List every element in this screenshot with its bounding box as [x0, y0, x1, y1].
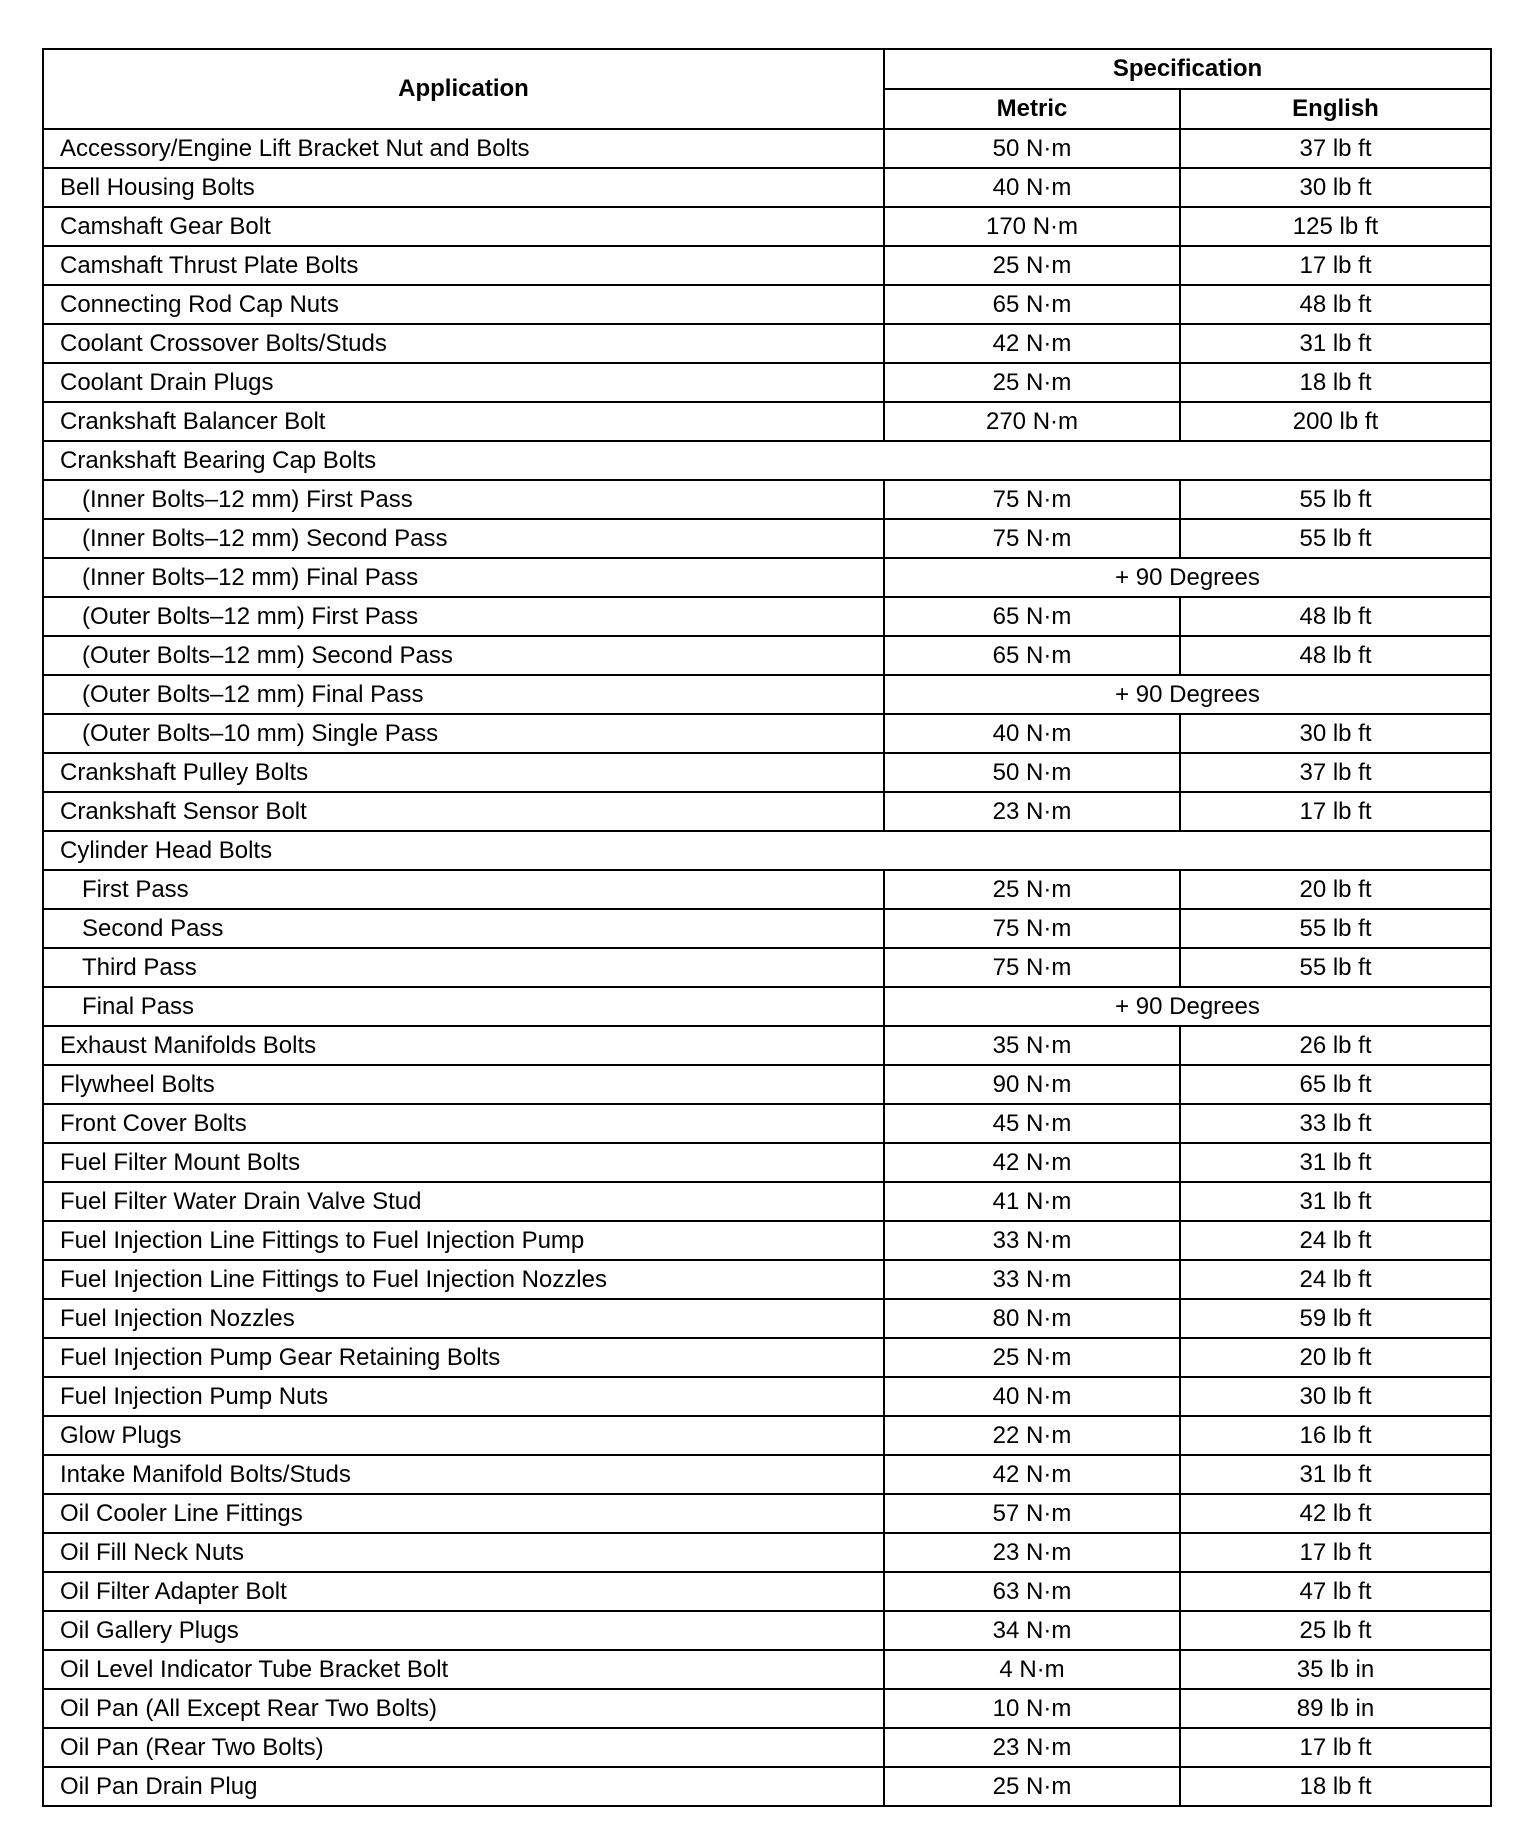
english-cell: 31 lb ft	[1180, 1455, 1491, 1494]
metric-cell: 23 N·m	[884, 792, 1180, 831]
table-row	[43, 1104, 1491, 1143]
table-header	[43, 49, 1491, 129]
table-section-row	[43, 831, 1491, 870]
english-cell: 42 lb ft	[1180, 1494, 1491, 1533]
table-row	[43, 558, 1491, 597]
english-cell: 47 lb ft	[1180, 1572, 1491, 1611]
application-cell: Fuel Injection Line Fittings to Fuel Injection Nozzles	[43, 1260, 884, 1299]
angle-spec-cell: + 90 Degrees	[884, 675, 1491, 714]
table-row	[43, 1416, 1491, 1455]
table-row	[43, 1377, 1491, 1416]
table-body	[43, 129, 1491, 1806]
table-row	[43, 1728, 1491, 1767]
table-row	[43, 987, 1491, 1026]
application-cell: (Outer Bolts–12 mm) Final Pass	[43, 675, 884, 714]
metric-cell: 35 N·m	[884, 1026, 1180, 1065]
metric-cell: 40 N·m	[884, 1377, 1180, 1416]
table-row	[43, 792, 1491, 831]
metric-cell: 45 N·m	[884, 1104, 1180, 1143]
english-cell: 37 lb ft	[1180, 129, 1491, 168]
english-cell: 20 lb ft	[1180, 870, 1491, 909]
table-row	[43, 1455, 1491, 1494]
application-cell: Connecting Rod Cap Nuts	[43, 285, 884, 324]
english-cell: 31 lb ft	[1180, 1182, 1491, 1221]
metric-cell: 270 N·m	[884, 402, 1180, 441]
table-row	[43, 1143, 1491, 1182]
english-cell: 16 lb ft	[1180, 1416, 1491, 1455]
english-cell: 17 lb ft	[1180, 1533, 1491, 1572]
application-cell: (Inner Bolts–12 mm) Final Pass	[43, 558, 884, 597]
application-cell: (Outer Bolts–10 mm) Single Pass	[43, 714, 884, 753]
english-cell: 20 lb ft	[1180, 1338, 1491, 1377]
application-cell: Fuel Filter Mount Bolts	[43, 1143, 884, 1182]
english-cell: 65 lb ft	[1180, 1065, 1491, 1104]
metric-cell: 25 N·m	[884, 363, 1180, 402]
english-cell: 17 lb ft	[1180, 792, 1491, 831]
metric-cell: 90 N·m	[884, 1065, 1180, 1104]
english-cell: 48 lb ft	[1180, 636, 1491, 675]
table-section-row	[43, 441, 1491, 480]
english-cell: 18 lb ft	[1180, 363, 1491, 402]
table-row	[43, 636, 1491, 675]
table-row	[43, 870, 1491, 909]
english-cell: 125 lb ft	[1180, 207, 1491, 246]
table-row	[43, 1494, 1491, 1533]
english-cell: 30 lb ft	[1180, 168, 1491, 207]
application-cell: Crankshaft Balancer Bolt	[43, 402, 884, 441]
table-row	[43, 675, 1491, 714]
application-cell: Intake Manifold Bolts/Studs	[43, 1455, 884, 1494]
angle-spec-cell: + 90 Degrees	[884, 987, 1491, 1026]
application-cell: Camshaft Gear Bolt	[43, 207, 884, 246]
application-cell: Oil Gallery Plugs	[43, 1611, 884, 1650]
metric-cell: 80 N·m	[884, 1299, 1180, 1338]
table-row	[43, 948, 1491, 987]
metric-cell: 41 N·m	[884, 1182, 1180, 1221]
english-cell: 30 lb ft	[1180, 1377, 1491, 1416]
table-row	[43, 1338, 1491, 1377]
metric-cell: 25 N·m	[884, 1767, 1180, 1806]
table-row	[43, 1767, 1491, 1806]
application-cell: Second Pass	[43, 909, 884, 948]
application-cell: Accessory/Engine Lift Bracket Nut and Bolts	[43, 129, 884, 168]
english-cell: 55 lb ft	[1180, 480, 1491, 519]
table-row	[43, 1026, 1491, 1065]
table-row	[43, 363, 1491, 402]
table-row	[43, 207, 1491, 246]
application-cell: Final Pass	[43, 987, 884, 1026]
english-column-header: English	[1180, 89, 1491, 129]
metric-cell: 65 N·m	[884, 597, 1180, 636]
english-cell: 48 lb ft	[1180, 285, 1491, 324]
application-cell: Camshaft Thrust Plate Bolts	[43, 246, 884, 285]
metric-cell: 33 N·m	[884, 1221, 1180, 1260]
application-cell: Flywheel Bolts	[43, 1065, 884, 1104]
english-cell: 30 lb ft	[1180, 714, 1491, 753]
metric-cell: 65 N·m	[884, 285, 1180, 324]
application-cell: Glow Plugs	[43, 1416, 884, 1455]
application-cell: Exhaust Manifolds Bolts	[43, 1026, 884, 1065]
application-cell: Coolant Crossover Bolts/Studs	[43, 324, 884, 363]
table-row	[43, 168, 1491, 207]
application-cell: First Pass	[43, 870, 884, 909]
metric-cell: 75 N·m	[884, 519, 1180, 558]
metric-cell: 42 N·m	[884, 1143, 1180, 1182]
table-row	[43, 324, 1491, 363]
english-cell: 25 lb ft	[1180, 1611, 1491, 1650]
table-row	[43, 246, 1491, 285]
metric-cell: 42 N·m	[884, 324, 1180, 363]
metric-cell: 40 N·m	[884, 168, 1180, 207]
application-cell: Oil Pan (All Except Rear Two Bolts)	[43, 1689, 884, 1728]
metric-cell: 25 N·m	[884, 1338, 1180, 1377]
metric-cell: 42 N·m	[884, 1455, 1180, 1494]
metric-cell: 23 N·m	[884, 1728, 1180, 1767]
english-cell: 24 lb ft	[1180, 1221, 1491, 1260]
metric-cell: 75 N·m	[884, 909, 1180, 948]
metric-cell: 22 N·m	[884, 1416, 1180, 1455]
english-cell: 26 lb ft	[1180, 1026, 1491, 1065]
english-cell: 59 lb ft	[1180, 1299, 1491, 1338]
application-cell: (Outer Bolts–12 mm) Second Pass	[43, 636, 884, 675]
angle-spec-cell: + 90 Degrees	[884, 558, 1491, 597]
table-row	[43, 129, 1491, 168]
english-cell: 35 lb in	[1180, 1650, 1491, 1689]
metric-cell: 34 N·m	[884, 1611, 1180, 1650]
application-cell: (Inner Bolts–12 mm) First Pass	[43, 480, 884, 519]
metric-cell: 50 N·m	[884, 129, 1180, 168]
metric-cell: 25 N·m	[884, 870, 1180, 909]
english-cell: 200 lb ft	[1180, 402, 1491, 441]
metric-cell: 75 N·m	[884, 948, 1180, 987]
table-row	[43, 1065, 1491, 1104]
application-cell: Oil Pan (Rear Two Bolts)	[43, 1728, 884, 1767]
table-row	[43, 1260, 1491, 1299]
table-row	[43, 1533, 1491, 1572]
metric-cell: 25 N·m	[884, 246, 1180, 285]
metric-cell: 23 N·m	[884, 1533, 1180, 1572]
english-cell: 24 lb ft	[1180, 1260, 1491, 1299]
application-cell: Oil Cooler Line Fittings	[43, 1494, 884, 1533]
application-cell: Fuel Filter Water Drain Valve Stud	[43, 1182, 884, 1221]
table-row	[43, 1572, 1491, 1611]
metric-cell: 57 N·m	[884, 1494, 1180, 1533]
table-row	[43, 1650, 1491, 1689]
application-cell: (Outer Bolts–12 mm) First Pass	[43, 597, 884, 636]
metric-cell: 50 N·m	[884, 753, 1180, 792]
table-row	[43, 1689, 1491, 1728]
english-cell: 55 lb ft	[1180, 948, 1491, 987]
table-row	[43, 909, 1491, 948]
application-cell: Fuel Injection Line Fittings to Fuel Injection Pump	[43, 1221, 884, 1260]
english-cell: 55 lb ft	[1180, 909, 1491, 948]
application-cell: Oil Pan Drain Plug	[43, 1767, 884, 1806]
table-row	[43, 1182, 1491, 1221]
application-cell: Front Cover Bolts	[43, 1104, 884, 1143]
metric-column-header: Metric	[884, 89, 1180, 129]
metric-cell: 4 N·m	[884, 1650, 1180, 1689]
table-row	[43, 1299, 1491, 1338]
metric-cell: 65 N·m	[884, 636, 1180, 675]
english-cell: 31 lb ft	[1180, 324, 1491, 363]
application-cell: Oil Filter Adapter Bolt	[43, 1572, 884, 1611]
application-cell: Crankshaft Sensor Bolt	[43, 792, 884, 831]
table-row	[43, 753, 1491, 792]
application-cell: Oil Fill Neck Nuts	[43, 1533, 884, 1572]
table-row	[43, 1221, 1491, 1260]
english-cell: 33 lb ft	[1180, 1104, 1491, 1143]
table-row	[43, 285, 1491, 324]
application-cell: Cylinder Head Bolts	[43, 831, 1491, 870]
application-column-header: Application	[43, 49, 884, 129]
table-row	[43, 480, 1491, 519]
table-row	[43, 597, 1491, 636]
metric-cell: 75 N·m	[884, 480, 1180, 519]
application-cell: Bell Housing Bolts	[43, 168, 884, 207]
english-cell: 17 lb ft	[1180, 1728, 1491, 1767]
application-cell: Fuel Injection Pump Nuts	[43, 1377, 884, 1416]
english-cell: 31 lb ft	[1180, 1143, 1491, 1182]
english-cell: 17 lb ft	[1180, 246, 1491, 285]
metric-cell: 170 N·m	[884, 207, 1180, 246]
metric-cell: 10 N·m	[884, 1689, 1180, 1728]
table-row	[43, 519, 1491, 558]
application-cell: Third Pass	[43, 948, 884, 987]
metric-cell: 40 N·m	[884, 714, 1180, 753]
english-cell: 55 lb ft	[1180, 519, 1491, 558]
english-cell: 48 lb ft	[1180, 597, 1491, 636]
application-cell: Crankshaft Pulley Bolts	[43, 753, 884, 792]
application-cell: Crankshaft Bearing Cap Bolts	[43, 441, 1491, 480]
torque-spec-table	[42, 48, 1492, 1807]
application-cell: (Inner Bolts–12 mm) Second Pass	[43, 519, 884, 558]
table-row	[43, 714, 1491, 753]
table-row	[43, 1611, 1491, 1650]
specification-column-header: Specification	[884, 49, 1491, 89]
metric-cell: 63 N·m	[884, 1572, 1180, 1611]
application-cell: Fuel Injection Pump Gear Retaining Bolts	[43, 1338, 884, 1377]
application-cell: Coolant Drain Plugs	[43, 363, 884, 402]
english-cell: 18 lb ft	[1180, 1767, 1491, 1806]
header-row-top	[43, 49, 1491, 89]
english-cell: 37 lb ft	[1180, 753, 1491, 792]
application-cell: Fuel Injection Nozzles	[43, 1299, 884, 1338]
table-row	[43, 402, 1491, 441]
metric-cell: 33 N·m	[884, 1260, 1180, 1299]
english-cell: 89 lb in	[1180, 1689, 1491, 1728]
application-cell: Oil Level Indicator Tube Bracket Bolt	[43, 1650, 884, 1689]
